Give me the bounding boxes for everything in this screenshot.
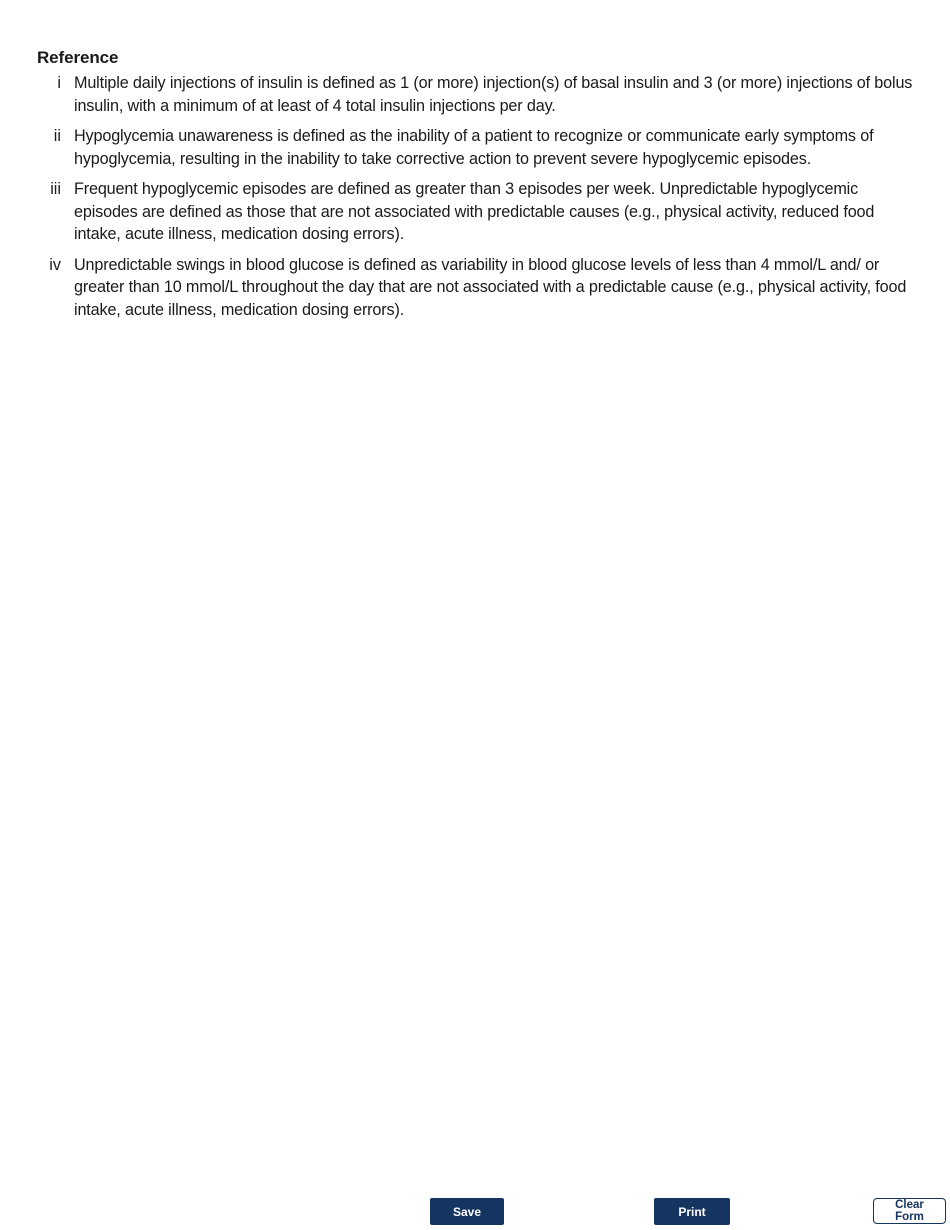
reference-list	[37, 72, 917, 329]
reference-heading: Reference	[37, 48, 119, 67]
reference-text: Multiple daily injections of insulin is defined as 1 (or more) injection(s) of basal insulin and 3 (or more) injections of bolus insulin, with a minimum of at least of 4 total insulin injections per day.	[74, 74, 913, 115]
reference-item	[37, 254, 917, 322]
clear-form-button[interactable]: Clear Form	[873, 1198, 946, 1224]
reference-numeral: iv	[49, 255, 61, 274]
reference-numeral: ii	[53, 127, 61, 145]
reference-text: Frequent hypoglycemic episodes are defined as greater than 3 episodes per week. Unpredictable hypoglycemic episodes are defined as those that are not associated with predictable causes (e.g., physical activity, reduced food intake, acute illness, medication dosing errors).	[74, 180, 875, 243]
reference-text: Hypoglycemia unawareness is defined as the inability of a patient to recognize or communicate early symptoms of hypoglycemia, resulting in the inability to take corrective action to prevent severe hypoglycemic episodes.	[74, 127, 874, 168]
reference-numeral: iii	[50, 180, 61, 198]
reference-item	[37, 178, 917, 246]
reference-item	[37, 72, 917, 117]
reference-text: Unpredictable swings in blood glucose is defined as variability in blood glucose levels of less than 4 mmol/L and/ or greater than 10 mmol/L throughout the day that are not associated with a predictable cause (e.g., physical activity, food intake, acute illness, medication dosing errors).	[74, 255, 907, 319]
save-button[interactable]: Save	[430, 1198, 504, 1225]
reference-numeral: i	[57, 74, 61, 92]
print-button[interactable]: Print	[654, 1198, 730, 1225]
reference-item	[37, 125, 917, 170]
